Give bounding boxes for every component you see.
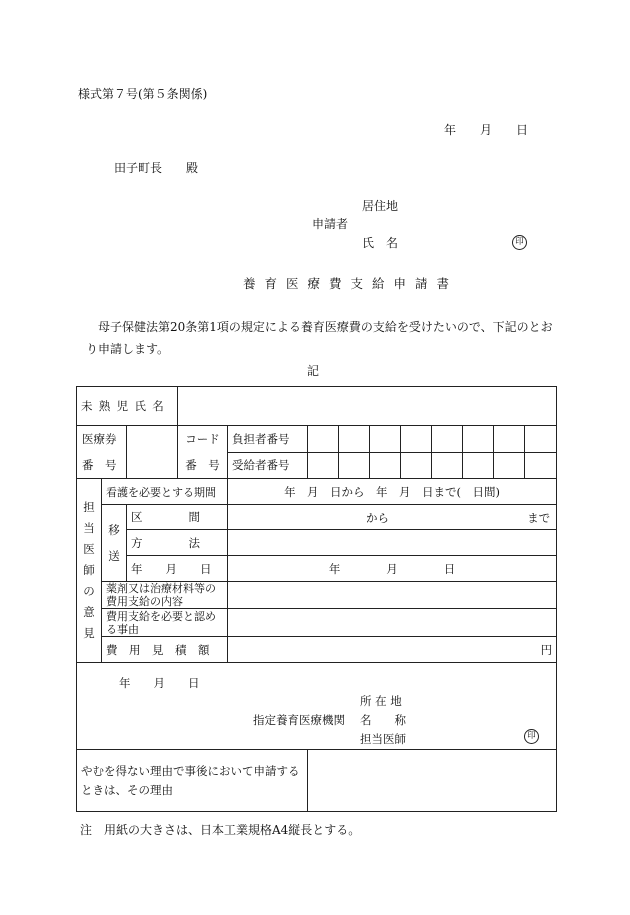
doctor-opinion-label: 担 当 医 師 の 意 見: [77, 479, 102, 663]
care-period-label: 看護を必要とする期間: [102, 479, 228, 505]
recipient-digit-box[interactable]: [339, 452, 370, 479]
transfer-label: 移 送: [102, 505, 127, 582]
addressee: 田子町長 殿: [114, 161, 199, 175]
name-label: 氏 名: [362, 236, 399, 250]
drug-cost-field[interactable]: [228, 582, 557, 609]
ki-label: 記: [307, 364, 320, 378]
payer-digit-box[interactable]: [525, 426, 557, 453]
institution-name-label: 名 称: [360, 713, 406, 727]
estimate-label: 費 用 見 積 額: [102, 637, 228, 663]
cost-reason-label: 費用支給を必要と認める事由: [102, 609, 228, 637]
section-from: から: [366, 511, 390, 525]
care-period-value[interactable]: 年 月 日から 年 月 日まで( 日間): [228, 479, 557, 505]
transfer-date-label: 年 月 日: [127, 556, 228, 582]
applicant-label: 申請者: [312, 217, 349, 231]
drug-cost-label: 薬剤又は治療材料等の費用支給の内容: [102, 582, 228, 609]
address-label: 居住地: [362, 199, 399, 213]
seal-icon: 印: [512, 235, 527, 250]
footer-note: 注 用紙の大きさは、日本工業規格A4縦長とする。: [80, 823, 361, 837]
section-until: まで: [527, 511, 551, 525]
payer-digit-box[interactable]: [432, 426, 463, 453]
application-form-table: [76, 386, 557, 812]
method-label: 方 法: [127, 530, 228, 556]
section-field[interactable]: [228, 505, 557, 530]
recipient-digit-box[interactable]: [463, 452, 494, 479]
payer-digit-box[interactable]: [463, 426, 494, 453]
institution-location-label: 所 在 地: [360, 694, 402, 708]
section-label: 区 間: [127, 505, 228, 530]
document-title: 養育医療費支給申請書: [243, 276, 459, 291]
recipient-digit-box[interactable]: [308, 452, 339, 479]
institution-date: 年 月 日: [119, 676, 200, 690]
payer-digit-box[interactable]: [308, 426, 339, 453]
late-reason-label: やむを得ない理由で事後において申請するときは、その理由: [77, 750, 308, 812]
transfer-date-value[interactable]: 年 月 日: [228, 556, 557, 582]
recipient-digit-box[interactable]: [432, 452, 463, 479]
certificate-number-field[interactable]: [127, 426, 178, 479]
infant-name-field[interactable]: [178, 387, 557, 426]
body-paragraph: 母子保健法第20条第1項の規定による養育医療費の支給を受けたいので、下記のとおり申請します。: [86, 320, 553, 356]
payer-number-label: 負担者番号: [228, 426, 308, 453]
code-label: コード 番 号: [178, 426, 228, 479]
certificate-number-label: 医療券 番 号: [77, 426, 127, 479]
payer-digit-box[interactable]: [339, 426, 370, 453]
payer-digit-box[interactable]: [370, 426, 401, 453]
recipient-number-label: 受給者番号: [228, 452, 308, 479]
payer-digit-box[interactable]: [494, 426, 525, 453]
institution-doctor-label: 担当医師: [360, 732, 406, 746]
form-number: 様式第７号(第５条関係): [78, 87, 208, 101]
late-reason-field[interactable]: [308, 750, 557, 812]
institution-label: 指定養育医療機関: [253, 713, 345, 727]
method-field[interactable]: [228, 530, 557, 556]
infant-name-label: 未熟児氏名: [77, 387, 178, 426]
recipient-digit-box[interactable]: [525, 452, 557, 479]
recipient-digit-box[interactable]: [494, 452, 525, 479]
cost-reason-field[interactable]: [228, 609, 557, 637]
institution-block: [77, 663, 557, 750]
payer-digit-box[interactable]: [401, 426, 432, 453]
estimate-field[interactable]: 円: [228, 637, 557, 663]
date-line: 年 月 日: [444, 123, 529, 137]
recipient-digit-box[interactable]: [370, 452, 401, 479]
recipient-digit-box[interactable]: [401, 452, 432, 479]
seal-icon: 印: [524, 729, 539, 744]
